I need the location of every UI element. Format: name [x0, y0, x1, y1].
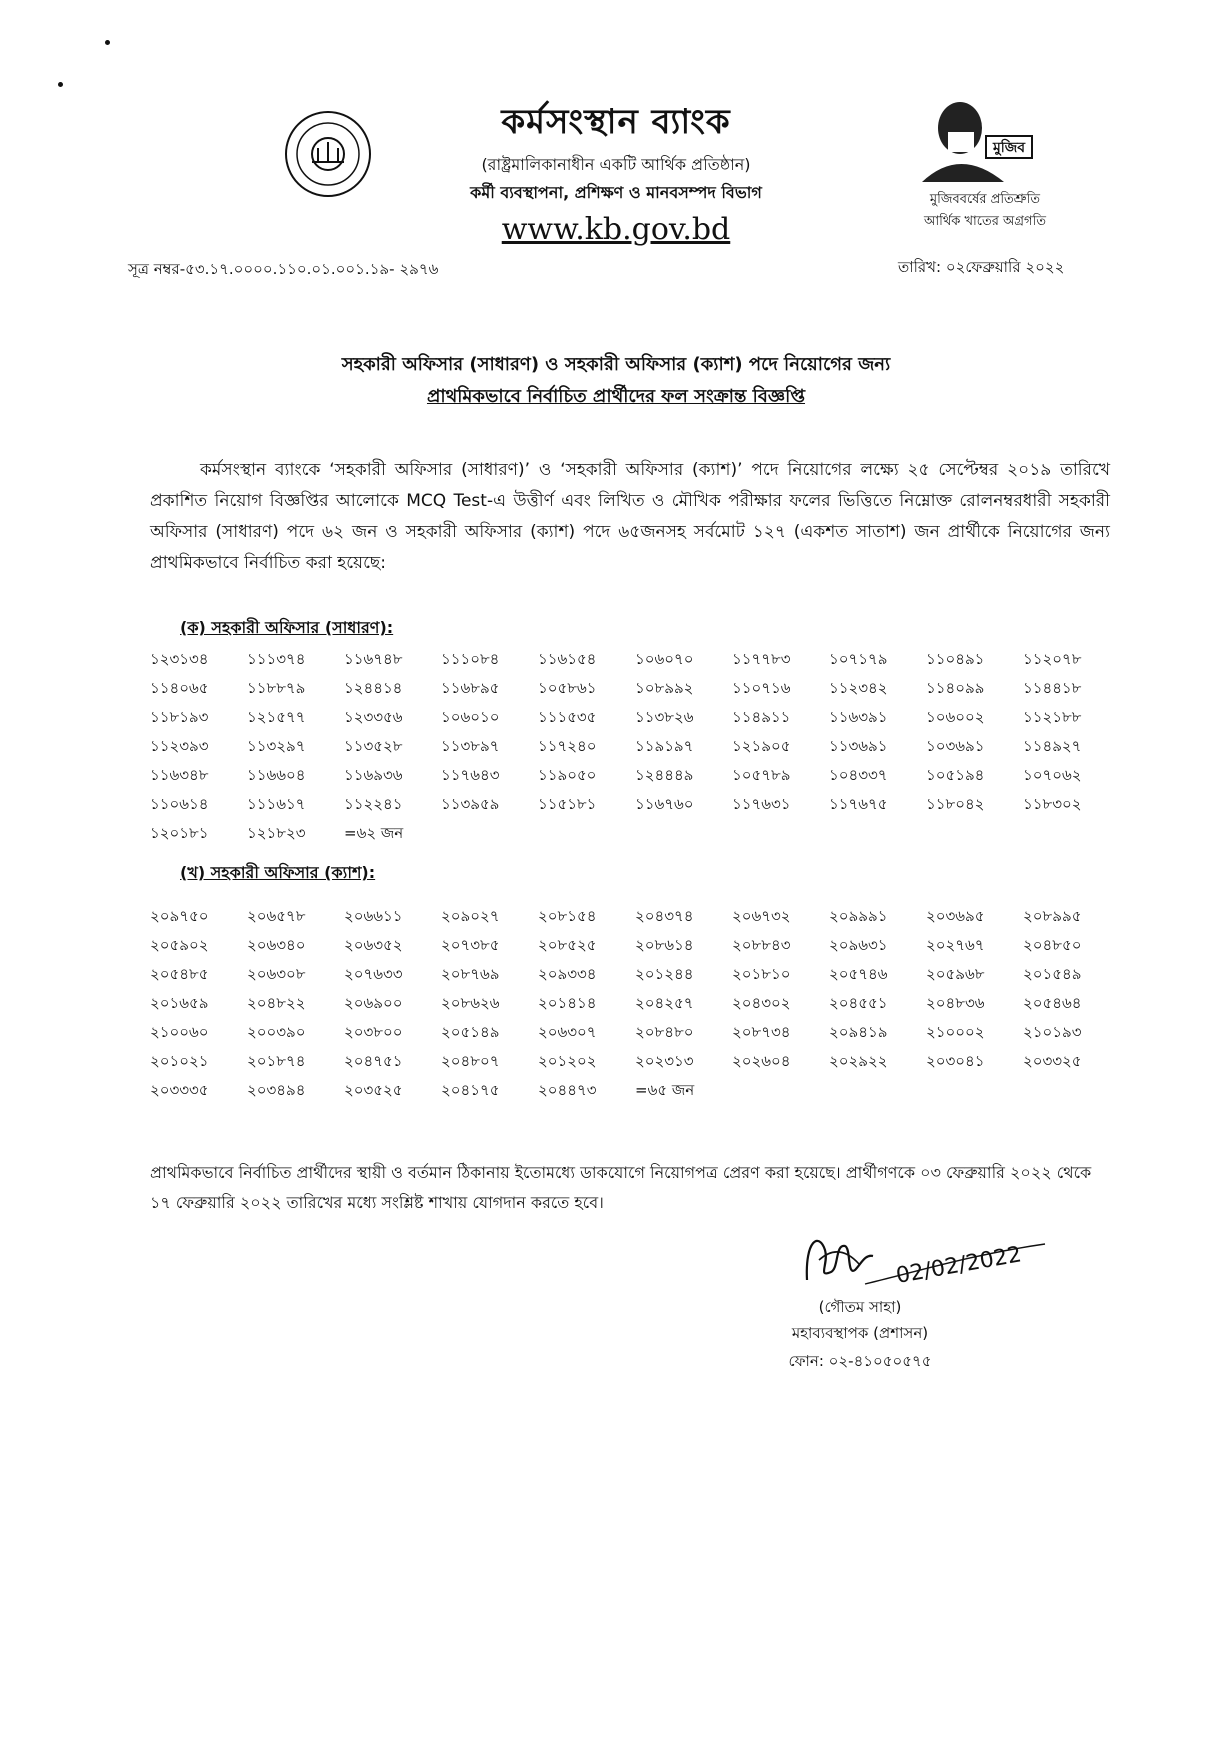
roll-number: ২০৪৪৭৩ — [538, 1081, 597, 1099]
roll-number: ১০৭০৬২ — [1023, 766, 1082, 784]
roll-number: ১০৫৭৮৯ — [732, 766, 791, 784]
roll-number: ২০২৩১৩ — [635, 1052, 694, 1070]
roll-number: ১০৫১৯৪ — [926, 766, 985, 784]
roll-number: ২০৮৬১৪ — [635, 936, 694, 954]
roll-number: ২০৪৮৫০ — [1023, 936, 1082, 954]
subject-line-1: সহকারী অফিসার (সাধারণ) ও সহকারী অফিসার (ক্যাশ) পদে নিয়োগের জন্য — [341, 354, 891, 375]
signatory-designation: মহাব্যবস্থাপক (প্রশাসন) — [791, 1324, 929, 1342]
roll-number: ২০৪৭৫১ — [344, 1052, 403, 1070]
signatory-phone: ফোন: ০২-৪১০৫০৫৭৫ — [788, 1352, 932, 1370]
roll-number: ২০৪৮২২ — [247, 994, 306, 1012]
section-b-roll-table — [150, 905, 1120, 1108]
roll-number: ২০৬৭৩২ — [732, 907, 791, 925]
roll-number: ২০২৭৬৭ — [926, 936, 985, 954]
roll-number: ১১৯১৯৭ — [635, 737, 694, 755]
roll-number: ২০৪১৭৫ — [441, 1081, 500, 1099]
bank-subtitle: (রাষ্ট্রমালিকানাধীন একটি আর্থিক প্রতিষ্ঠান) — [481, 155, 751, 174]
roll-number: ১১৬১৫৪ — [538, 650, 597, 668]
roll-number: ১১৬৮৯৫ — [441, 679, 500, 697]
roll-number: ২০৮৫২৫ — [538, 936, 597, 954]
roll-number: ২০৩৮০০ — [344, 1023, 403, 1041]
roll-number: ১২১৯০৫ — [732, 737, 791, 755]
roll-number: ১১৩৮২৬ — [635, 708, 694, 726]
roll-number: ১১৮৩০২ — [1023, 795, 1082, 813]
roll-row — [150, 992, 1120, 1021]
right-caption-1: মুজিববর্ষের প্রতিশ্রুতি — [929, 192, 1041, 207]
roll-number: ২০৯৭৫০ — [150, 907, 209, 925]
roll-number: ১১২২৪১ — [344, 795, 403, 813]
roll-number: ১২৩৩৫৬ — [344, 708, 403, 726]
roll-number: ১১৪৯২৭ — [1023, 737, 1082, 755]
roll-number: ২০৫৪৬৪ — [1023, 994, 1082, 1012]
document-date: তারিখ: ০২ফেব্রুয়ারি ২০২২ — [898, 258, 1065, 276]
roll-number: ১১১৫৩৫ — [538, 708, 597, 726]
roll-number: ২০১২০২ — [538, 1052, 597, 1070]
section-a-heading: (ক) সহকারী অফিসার (সাধারণ): — [180, 618, 394, 637]
subject-line-2 — [0, 382, 1232, 413]
roll-number: ২০৮১৫৪ — [538, 907, 597, 925]
joining-notice: প্রাথমিকভাবে নির্বাচিত প্রার্থীদের স্থায়ী ও বর্তমান ঠিকানায় ইতোমধ্যে ডাকযোগে নিয়োগপত্র প্রেরণ করা হয়েছে। প্রার্থীগণকে ০৩ ফেব্রুয়ারি ২০২২ থেকে ১৭ ফেব্রুয়ারি ২০২২ তারিখের মধ্যে সংশ্লিষ্ট শাখায় যোগদান করতে হবে। — [150, 1163, 1092, 1212]
roll-number: ১১৫১৮১ — [538, 795, 597, 813]
roll-number: ১১৮৮৭৯ — [247, 679, 306, 697]
scan-speck — [105, 40, 110, 45]
roll-number: ১০৭১৭৯ — [829, 650, 888, 668]
roll-number: ২০৪২৫৭ — [635, 994, 694, 1012]
roll-number: ২০৫৭৪৬ — [829, 965, 888, 983]
roll-number: ১১০৪৯১ — [926, 650, 985, 668]
mujib-year-portrait-icon — [908, 92, 1052, 184]
roll-number: ১১৩২৯৭ — [247, 737, 306, 755]
roll-number: ২০৪৩০২ — [732, 994, 791, 1012]
roll-number: ২০৩৫২৫ — [344, 1081, 403, 1099]
roll-number: ২০৯৬৩১ — [829, 936, 888, 954]
roll-number: ২০৪৮৩৬ — [926, 994, 985, 1012]
roll-number: ১১১০৮৪ — [441, 650, 500, 668]
roll-number: ১১৪০৬৫ — [150, 679, 209, 697]
mujib-badge-text: মুজিব — [992, 140, 1026, 156]
roll-number: ২০৬৩০৮ — [247, 965, 306, 983]
roll-row — [150, 963, 1120, 992]
roll-number: ১১৬৩৯১ — [829, 708, 888, 726]
roll-number: ১১০৬১৪ — [150, 795, 209, 813]
roll-number: ২০৮৯৯৫ — [1023, 907, 1082, 925]
handwritten-signature-icon — [795, 1220, 1055, 1295]
section-a-roll-table — [150, 648, 1120, 851]
roll-row — [150, 764, 1120, 793]
total-count: =৬৫ জন — [635, 1081, 695, 1099]
roll-number: ২০২৯২২ — [829, 1052, 888, 1070]
roll-number: ২০৮৭৩৪ — [732, 1023, 791, 1041]
body-paragraph: কর্মসংস্থান ব্যাংকে ‘সহকারী অফিসার (সাধারণ)’ ও ‘সহকারী অফিসার (ক্যাশ)’ পদে নিয়োগের লক্ষ্যে ২৫ সেপ্টেম্বর ২০১৯ তারিখে প্রকাশিত নিয়োগ বিজ্ঞপ্তির আলোকে MCQ Test-এ উত্তীর্ণ এবং লিখিত ও মৌখিক পরীক্ষার ফলের ভিত্তিতে নিম্নোক্ত রোলনম্বরধারী সহকারী অফিসার (সাধারণ) পদে ৬২ জন ও সহকারী অফিসার (ক্যাশ) পদে ৬৫জনসহ সর্বমোট ১২৭ (একশত সাতাশ) জন প্রার্থীকে নিয়োগের জন্য প্রাথমিকভাবে নির্বাচিত করা হয়েছে: — [150, 460, 1110, 573]
scan-speck — [58, 82, 63, 87]
roll-number: ২০৮৪৮০ — [635, 1023, 694, 1041]
subject-line-2-text: প্রাথমিকভাবে নির্বাচিত প্রার্থীদের ফল সংক্রান্ত বিজ্ঞপ্তি — [426, 386, 806, 407]
roll-number: ১১৪৪১৮ — [1023, 679, 1082, 697]
roll-number: ২০৮৮৪৩ — [732, 936, 791, 954]
roll-number: ২০৬৩৫২ — [344, 936, 403, 954]
roll-number: ১২১৮২৩ — [247, 824, 306, 842]
roll-number: ১১১৩৭৪ — [247, 650, 306, 668]
signatory-name: (গৌতম সাহা) — [818, 1298, 902, 1316]
roll-number: ১১২৩৯৩ — [150, 737, 209, 755]
roll-number: ১১০৭১৬ — [732, 679, 791, 697]
roll-number: ২০৫৯৬৮ — [926, 965, 985, 983]
roll-number: ১১৯০৫০ — [538, 766, 597, 784]
roll-number: ১১৮১৯৩ — [150, 708, 209, 726]
roll-row — [150, 1050, 1120, 1079]
roll-number: ১১৭৬৪৩ — [441, 766, 500, 784]
roll-number: ১২১৫৭৭ — [247, 708, 306, 726]
roll-number: ১১৬৬০৪ — [247, 766, 306, 784]
roll-number: ২০৩৬৯৫ — [926, 907, 985, 925]
roll-number: ১০৫৮৬১ — [538, 679, 597, 697]
roll-row — [150, 793, 1120, 822]
roll-number: ১০৪৩৩৭ — [829, 766, 888, 784]
roll-number: ২০৯৩৩৪ — [538, 965, 597, 983]
roll-number: ২০৭৩৮৫ — [441, 936, 500, 954]
roll-number: ১১৩৫২৮ — [344, 737, 403, 755]
roll-number: ১২৪৪১৪ — [344, 679, 403, 697]
memo-number: সূত্র নম্বর-৫৩.১৭.০০০০.১১০.০১.০০১.১৯- ২৯৭৬ — [128, 260, 439, 278]
roll-number: ১১৬৭৬০ — [635, 795, 694, 813]
roll-number: ২০১৫৪৯ — [1023, 965, 1082, 983]
roll-number: ২০৬৩৪০ — [247, 936, 306, 954]
roll-number: ২০৮৭৬৯ — [441, 965, 500, 983]
roll-row — [150, 1079, 1120, 1108]
roll-number: ১২৪৪৪৯ — [635, 766, 694, 784]
roll-number: ২০৫১৪৯ — [441, 1023, 500, 1041]
roll-number: ১১৪০৯৯ — [926, 679, 985, 697]
section-b-heading: (খ) সহকারী অফিসার (ক্যাশ): — [180, 863, 376, 882]
right-caption-2: আর্থিক খাতের অগ্রগতি — [923, 214, 1047, 229]
roll-number: ১০৮৯৯২ — [635, 679, 694, 697]
roll-number: ১১৬৭৪৮ — [344, 650, 403, 668]
roll-number: ২০৫৪৮৫ — [150, 965, 209, 983]
website-link[interactable]: www.kb.gov.bd — [501, 212, 731, 247]
roll-number: ২০২৬০৪ — [732, 1052, 791, 1070]
roll-number: ১১১৬১৭ — [247, 795, 306, 813]
roll-number: ২০৯৯৯১ — [829, 907, 888, 925]
roll-row — [150, 648, 1120, 677]
roll-number: ২১০১৯৩ — [1023, 1023, 1082, 1041]
roll-number: ১১৭৭৮৩ — [732, 650, 791, 668]
roll-number: ২০১২৪৪ — [635, 965, 694, 983]
roll-number: ২০১৮৭৪ — [247, 1052, 306, 1070]
roll-number: ২০৮৬২৬ — [441, 994, 500, 1012]
roll-number: ১১৮০৪২ — [926, 795, 985, 813]
roll-row — [150, 934, 1120, 963]
roll-number: ২১০০৬০ — [150, 1023, 209, 1041]
roll-number: ২০৬৫৭৮ — [247, 907, 306, 925]
roll-number: ১১৩৬৯১ — [829, 737, 888, 755]
department-name: কর্মী ব্যবস্থাপনা, প্রশিক্ষণ ও মানবসম্পদ বিভাগ — [470, 183, 762, 202]
roll-number: ১১৭৬৩১ — [732, 795, 791, 813]
roll-number: ২০৭৬৩৩ — [344, 965, 403, 983]
roll-number: ১১৬৩৪৮ — [150, 766, 209, 784]
roll-number: ২০১০২১ — [150, 1052, 209, 1070]
roll-number: ১০৬০৭০ — [635, 650, 694, 668]
roll-number: ১০৩৬৯১ — [926, 737, 985, 755]
roll-row — [150, 905, 1120, 934]
roll-number: ২০৬৬১১ — [344, 907, 403, 925]
roll-number: ২০৪৮০৭ — [441, 1052, 500, 1070]
roll-number: ১১৭২৪০ — [538, 737, 597, 755]
roll-number: ২০০৩৯০ — [247, 1023, 306, 1041]
roll-number: ২০৬৩০৭ — [538, 1023, 597, 1041]
total-count: =৬২ জন — [344, 824, 404, 842]
roll-number: ২১০০০২ — [926, 1023, 985, 1041]
roll-number: ২০৩০৪১ — [926, 1052, 985, 1070]
roll-number: ১১৭৬৭৫ — [829, 795, 888, 813]
roll-number: ১১৩৮৯৭ — [441, 737, 500, 755]
roll-number: ২০৩৩২৫ — [1023, 1052, 1082, 1070]
roll-number: ১১৩৯৫৯ — [441, 795, 500, 813]
roll-number: ২০৩৪৯৪ — [247, 1081, 306, 1099]
roll-number: ১১২৩৪২ — [829, 679, 888, 697]
roll-number: ১০৬০০২ — [926, 708, 985, 726]
roll-number: ২০৪৫৫১ — [829, 994, 888, 1012]
roll-number: ২০৪৩৭৪ — [635, 907, 694, 925]
roll-row — [150, 735, 1120, 764]
roll-row — [150, 706, 1120, 735]
roll-number: ১০৬০১০ — [441, 708, 500, 726]
roll-number: ১২৩১৩৪ — [150, 650, 209, 668]
roll-number: ২০৯০২৭ — [441, 907, 500, 925]
roll-row — [150, 822, 1120, 851]
roll-row — [150, 1021, 1120, 1050]
roll-number: ২০১৪১৪ — [538, 994, 597, 1012]
roll-number: ১১২১৮৮ — [1023, 708, 1082, 726]
roll-number: ২০১৮১০ — [732, 965, 791, 983]
roll-number: ২০৩৩৩৫ — [150, 1081, 209, 1099]
roll-number: ২০৬৯০০ — [344, 994, 403, 1012]
roll-number: ১১২০৭৮ — [1023, 650, 1082, 668]
roll-number: ১২০১৮১ — [150, 824, 209, 842]
roll-row — [150, 677, 1120, 706]
roll-number: ২০৯৪১৯ — [829, 1023, 888, 1041]
signature-date: 02/02/2022 — [894, 1242, 1024, 1289]
roll-number: ১১৬৯৩৬ — [344, 766, 403, 784]
roll-number: ১১৪৯১১ — [732, 708, 791, 726]
roll-number: ২০৫৯০২ — [150, 936, 209, 954]
bank-name: কর্মসংস্থান ব্যাংক — [501, 102, 731, 142]
roll-number: ২০১৬৫৯ — [150, 994, 209, 1012]
